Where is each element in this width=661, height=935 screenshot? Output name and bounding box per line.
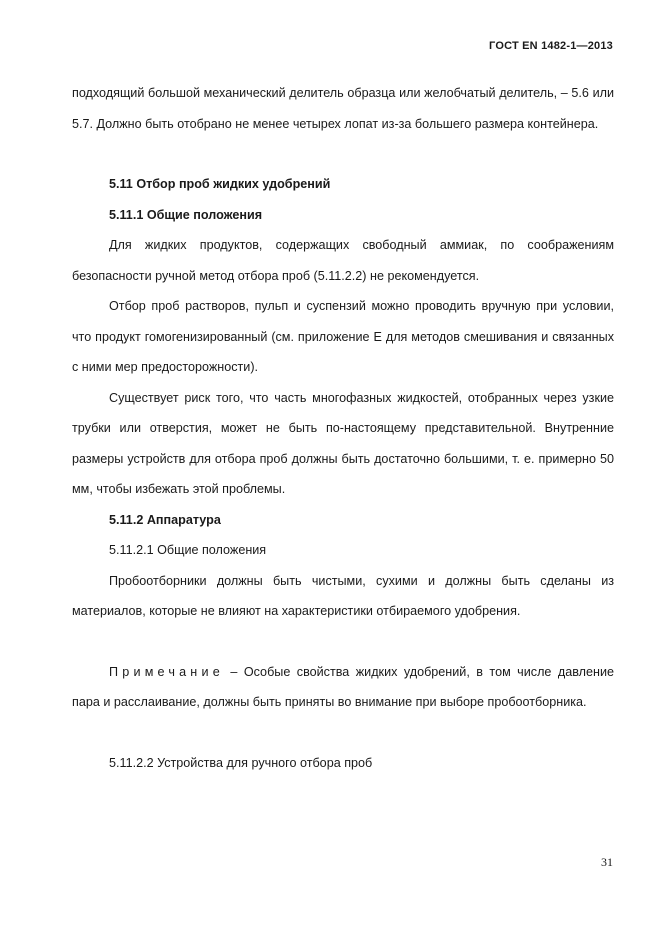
section-heading-5-11-1: 5.11.1 Общие положения — [109, 207, 263, 222]
note-text: – Особые свойства жидких удобрений, в том числе давление пара и расслаивание, должны быть приняты во внимание при выборе пробоотборника. — [72, 664, 614, 709]
section-heading-5-11-2: 5.11.2 Аппаратура — [109, 512, 221, 527]
section-heading-5-11: 5.11 Отбор проб жидких удобрений — [109, 177, 331, 191]
page-content — [72, 78, 614, 778]
subsection-heading-5-11-2-1: 5.11.2.1 Общие положения — [109, 543, 267, 557]
paragraph-multiphase-risk: Существует риск того, что часть многофазных жидкостей, отобранных через узкие трубки или отверстия, может не быть по-настоящему представительной. Внутренние размеры устройств для отбора проб должны быть достаточно большими, т. е. примерно 50 мм, чтобы избежать этой проблемы. — [72, 390, 614, 496]
note-label: Примечание — [109, 664, 224, 679]
paragraph-ammonia: Для жидких продуктов, содержащих свободный аммиак, по соображениям безопасности ручной метод отбора проб (5.11.2.2) не рекомендуется. — [72, 238, 614, 283]
page-number: 31 — [601, 855, 613, 869]
subsection-heading-5-11-2-2: 5.11.2.2 Устройства для ручного отбора проб — [109, 755, 373, 770]
note-paragraph — [72, 657, 614, 718]
paragraph-samplers-clean: Пробоотборники должны быть чистыми, сухими и должны быть сделаны из материалов, которые не влияют на характеристики отбираемого удобрения. — [72, 573, 614, 618]
paragraph-manual-sampling: Отбор проб растворов, пульп и суспензий можно проводить вручную при условии, что продукт гомогенизированный (см. приложение Е для методов смешивания и связанных с ними мер предосторожности). — [72, 299, 614, 374]
paragraph-continuation: подходящий большой механический делитель образца или желобчатый делитель, – 5.6 или 5.7. Должно быть отобрано не менее четырех лопат из-за большего размера контейнера. — [72, 86, 614, 131]
document-header: ГОСТ EN 1482-1—2013 — [489, 40, 613, 52]
